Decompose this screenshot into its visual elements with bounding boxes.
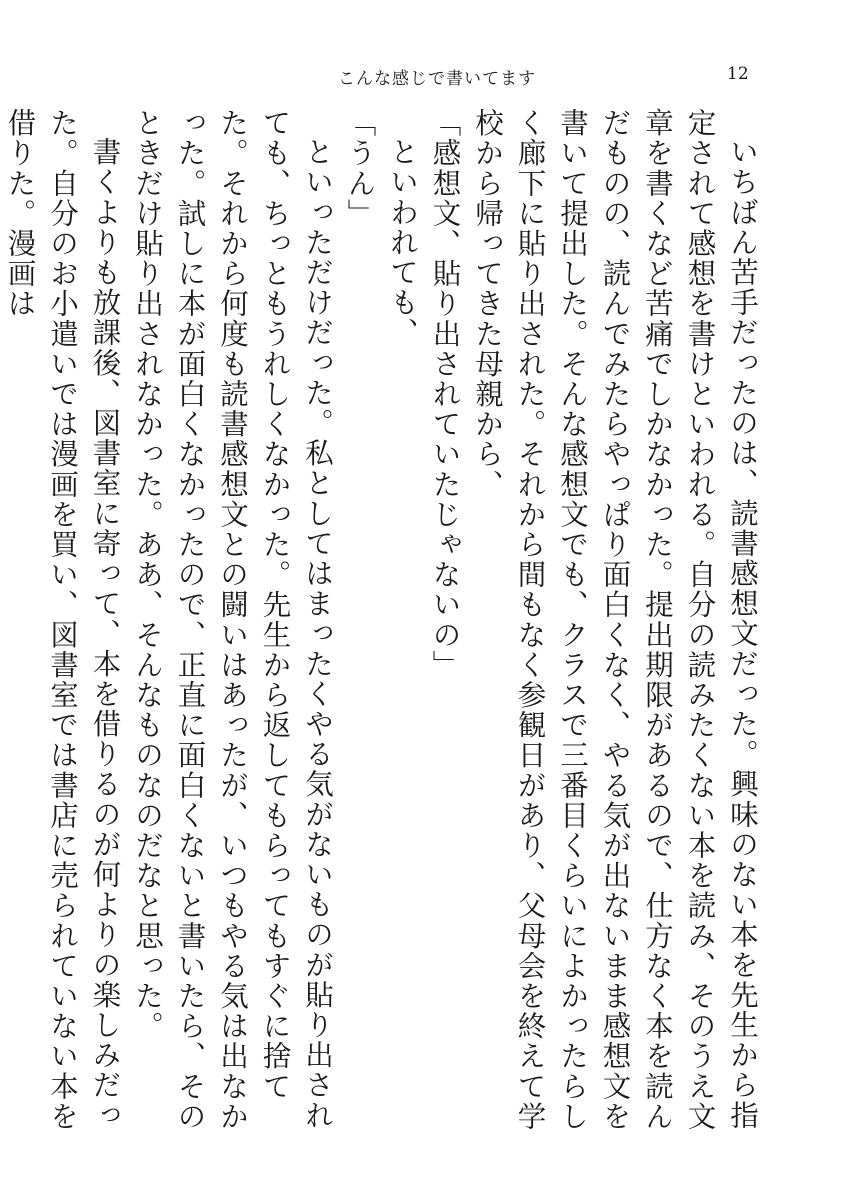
paragraph: いちばん苦手だったのは、読書感想文だった。興味のない本を先生から指定されて感想を書けといわれる。自分の読みたくない本を読み、そのうえ文章を書くなど苦痛でしかなかった。提出期限があるので、仕方なく本を読んだものの、読んでみたらやっぱり面白くなく、やる気が出ないまま感想文を書いて提出した。そんな感想文でも、クラスで三番目くらいによかったらしく廊下に貼り出された。それから間もなく参観日があり、父母会を終えて学校から帰ってきた母親から、 [471,108,759,1132]
page-number: 12 [727,64,749,84]
paragraph: といわれても、 [386,136,419,348]
body-text [3,108,763,1138]
paragraph: 書くよりも放課後、図書室に寄って、本を借りるのが何よりの楽しみだった。自分のお小遣いでは漫画を買い、図書室では書店に売られていない本を借りた。漫画は [3,108,122,1132]
running-head-title: こんな感じで書いてます [338,69,536,89]
dialogue-line: 「感想文、貼り出されていたじゃないの」 [428,108,462,680]
dialogue-line: 「うん」 [343,108,377,229]
paragraph: といっただけだった。私としてはまったくやる気がないものが貼り出されても、ちっともうれしくなかった。先生から返してもらってもすぐに捨てた。それから何度も読書感想文との闘いはあったが、いつもやる気は出なかった。試しに本が面白くなかったので、正直に面白くないと書いたら、そのときだけ貼り出されなかった。ああ、そんなものなのだなと思った。 [131,108,334,1132]
